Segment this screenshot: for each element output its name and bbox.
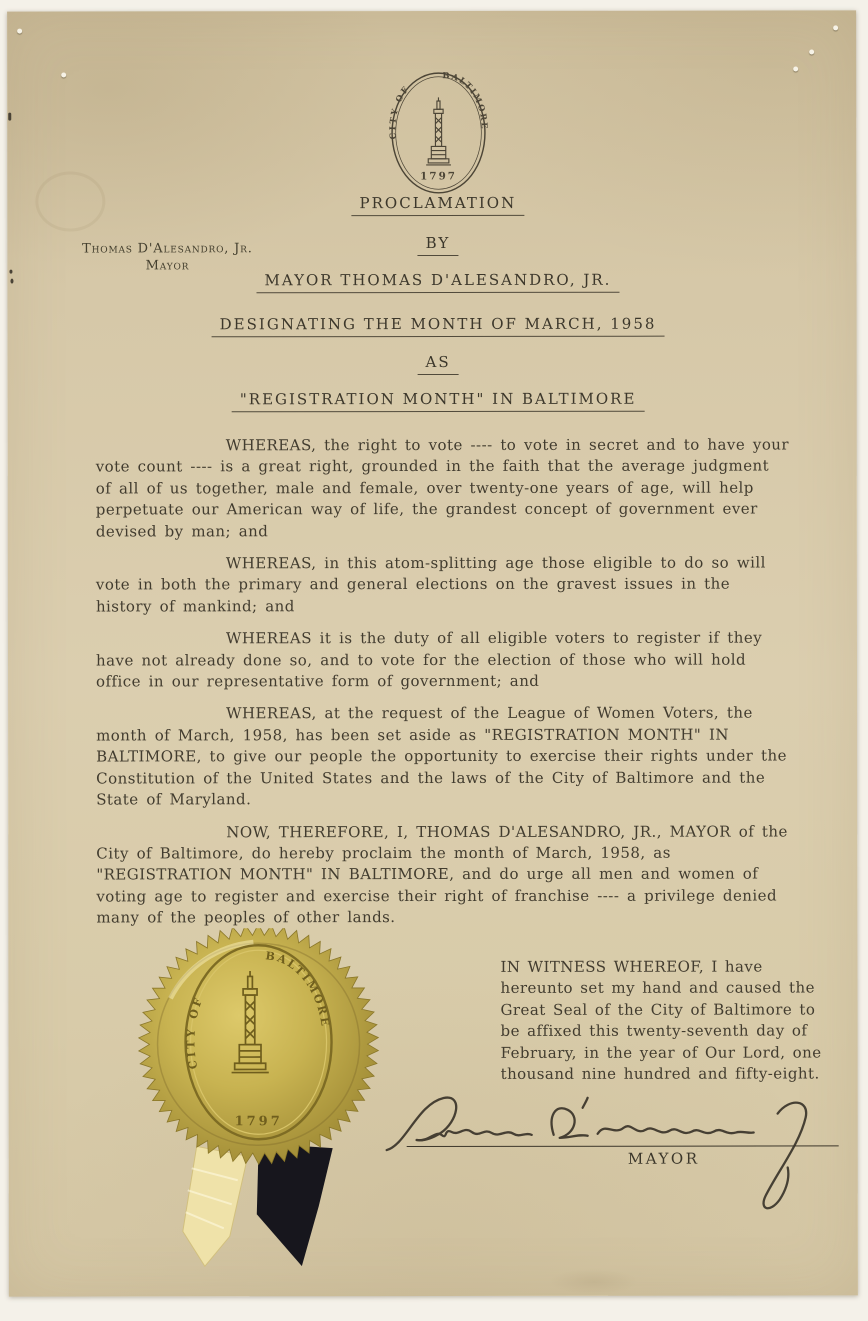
signature-title: MAYOR <box>627 1149 700 1168</box>
paragraph-now-therefore: NOW, THEREFORE, I, THOMAS D'ALESANDRO, JR., MAYOR of the City of Baltimore, do hereby proclaim the month of March, 1958, as "REGISTRATION MONTH" IN BALTIMORE, and do urge all men and women of voting age to register and exercise their right of franchise ---- a privilege denied many of the peoples of other lands. <box>96 822 788 927</box>
pinhole <box>793 66 798 71</box>
heading-mayor-name: MAYOR THOMAS D'ALESANDRO, JR. <box>13 269 862 293</box>
heading-by: BY <box>13 232 862 256</box>
seal-arc-right-text: BALTIMORE <box>441 70 490 131</box>
proclamation-body <box>96 434 793 940</box>
paper <box>7 10 858 1296</box>
edge-mark <box>10 279 13 284</box>
pinhole <box>61 73 66 78</box>
seal-year-text: 1797 <box>419 170 457 183</box>
edge-mark <box>8 113 11 121</box>
city-seal-emblem <box>386 68 490 198</box>
heading-as: AS <box>14 351 863 375</box>
pinhole <box>833 25 838 30</box>
paragraph-whereas-1: WHEREAS, the right to vote ---- to vote in secret and to have your vote count ---- is a great right, grounded in the faith that the average judgment of all of us together, male and female, over twenty-one years of age, will help perpetuate our American way of life, the grandest concept of government ever devised by man; and <box>95 435 790 541</box>
witness-clause: IN WITNESS WHEREOF, I have hereunto set my hand and caused the Great Seal of the City of Baltimore to be affixed this twenty-seventh day of February, in the year of Our Lord, one thousand nine hundred and fifty-eight. <box>500 957 822 1083</box>
letterhead-title: Mayor <box>145 258 190 274</box>
paragraph-whereas-3: WHEREAS it is the duty of all eligible voters to register if they have not already done so, and to vote for the election of those who will hold office in our representative form of government; and <box>95 628 763 691</box>
svg-text:CITY OF <box>387 83 411 140</box>
paragraph-whereas-4: WHEREAS, at the request of the League of Women Voters, the month of March, 1958, has been set aside as "REGISTRATION MONTH" IN BALTIMORE, to give our people the opportunity to exercise their rights under the Constitution of the United States and the laws of the City of Baltimore and the State of Maryland. <box>96 704 787 809</box>
stain <box>549 1269 639 1295</box>
pinhole <box>17 29 22 34</box>
heading-proclamation: PROCLAMATION <box>13 192 862 216</box>
edge-mark <box>9 270 12 274</box>
svg-text:BALTIMORE <box>442 70 489 130</box>
pinhole <box>809 49 814 54</box>
gold-seal-arc-right-text: BALTIMORE <box>264 949 332 1029</box>
seal-ribbon-cream <box>183 1146 248 1266</box>
heading-registration-month: "REGISTRATION MONTH" IN BALTIMORE <box>14 388 863 412</box>
seal-ribbon-black <box>257 1143 333 1266</box>
paragraph-whereas-2: WHEREAS, in this atom-splitting age those eligible to do so will vote in both the primary and general elections on the gravest issues in the history of mankind; and <box>95 553 766 616</box>
gold-seal-year-text: 1797 <box>234 1114 283 1130</box>
seal-arc-left-text: CITY OF <box>386 83 411 140</box>
stain <box>35 171 105 231</box>
gold-seal-arc-left-text: CITY OF <box>184 993 207 1071</box>
letterhead-name: Thomas D'Alesandro, Jr. <box>82 241 253 257</box>
gold-foil-seal <box>125 928 395 1273</box>
heading-designating: DESIGNATING THE MONTH OF MARCH, 1958 <box>14 313 863 337</box>
